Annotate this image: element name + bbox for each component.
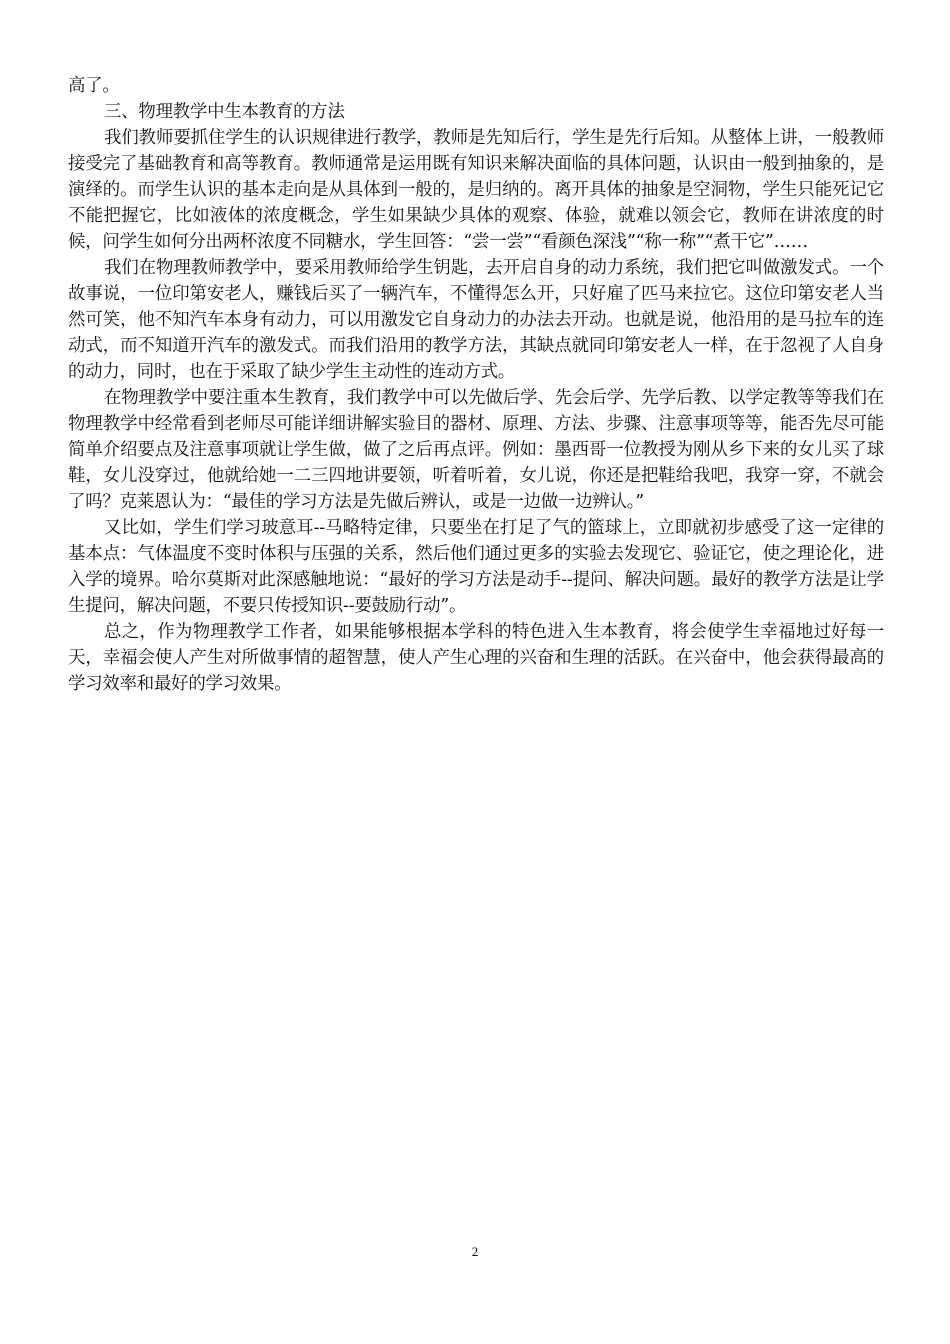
paragraph: 我们教师要抓住学生的认识规律进行教学，教师是先知后行，学生是先行后知。从整体上讲，一般教师接受完了基础教育和高等教育。教师通常是运用既有知识来解决面临的具体问题，认识由一般到抽象的，是演绎的。而学生认识的基本走向是从具体到一般的，是归纳的。离开具体的抽象是空洞物，学生只能死记它不能把握它，比如液体的浓度概念，学生如果缺少具体的观察、体验，就难以领会它，教师在讲浓度的时候，问学生如何分出两杯浓度不同糖水，学生回答：“尝一尝”“看颜色深浅”“称一称”“煮干它”……: [68, 128, 884, 252]
paragraph: 在物理教学中要注重本生教育，我们教学中可以先做后学、先会后学、先学后教、以学定教等等我们在物理教学中经常看到老师尽可能详细讲解实验目的器材、原理、方法、步骤、注意事项等等，能否先尽可能简单介绍要点及注意事项就让学生做，做了之后再点评。例如：墨西哥一位教授为刚从乡下来的女儿买了球鞋，女儿没穿过，他就给她一二三四地讲要领，听着听着，女儿说，你还是把鞋给我吧，我穿一穿，不就会了吗？克莱恩认为：“最佳的学习方法是先做后辨认，或是一边做一边辨认。”: [68, 388, 884, 512]
section-heading: 三、物理教学中生本教育的方法: [104, 102, 345, 122]
page-number: 2: [471, 1244, 479, 1259]
paragraph: 我们在物理教师教学中，要采用教师给学生钥匙，去开启自身的动力系统，我们把它叫做激发式。一个故事说，一位印第安老人，赚钱后买了一辆汽车，不懂得怎么开，只好雇了匹马来拉它。这位印第安老人当然可笑，他不知汽车本身有动力，可以用激发它自身动力的办法去开动。也就是说，他沿用的是马拉车的连动式，而不知道开汽车的激发式。而我们沿用的教学方法，其缺点就同印第安老人一样，在于忽视了人自身的动力，同时，也在于采取了缺少学生主动性的连动方式。: [68, 258, 884, 382]
paragraph: 又比如，学生们学习玻意耳--马略特定律，只要坐在打足了气的篮球上，立即就初步感受了这一定律的基本点：气体温度不变时体积与压强的关系，然后他们通过更多的实验去发现它、验证它，使之理论化，进入学的境界。哈尔莫斯对此深感触地说：“最好的学习方法是动手--提问、解决问题。最好的教学方法是让学生提问，解决问题，不要只传授知识--要鼓励行动”。: [68, 518, 884, 616]
paragraph: 总之，作为物理教学工作者，如果能够根据本学科的特色进入生本教育，将会使学生幸福地过好每一天，幸福会使人产生对所做事情的超智慧，使人产生心理的兴奋和生理的活跃。在兴奋中，他会获得最高的学习效率和最好的学习效果。: [68, 622, 884, 694]
document-body: [68, 73, 884, 697]
paragraph-continuation: 高了。: [68, 76, 120, 96]
